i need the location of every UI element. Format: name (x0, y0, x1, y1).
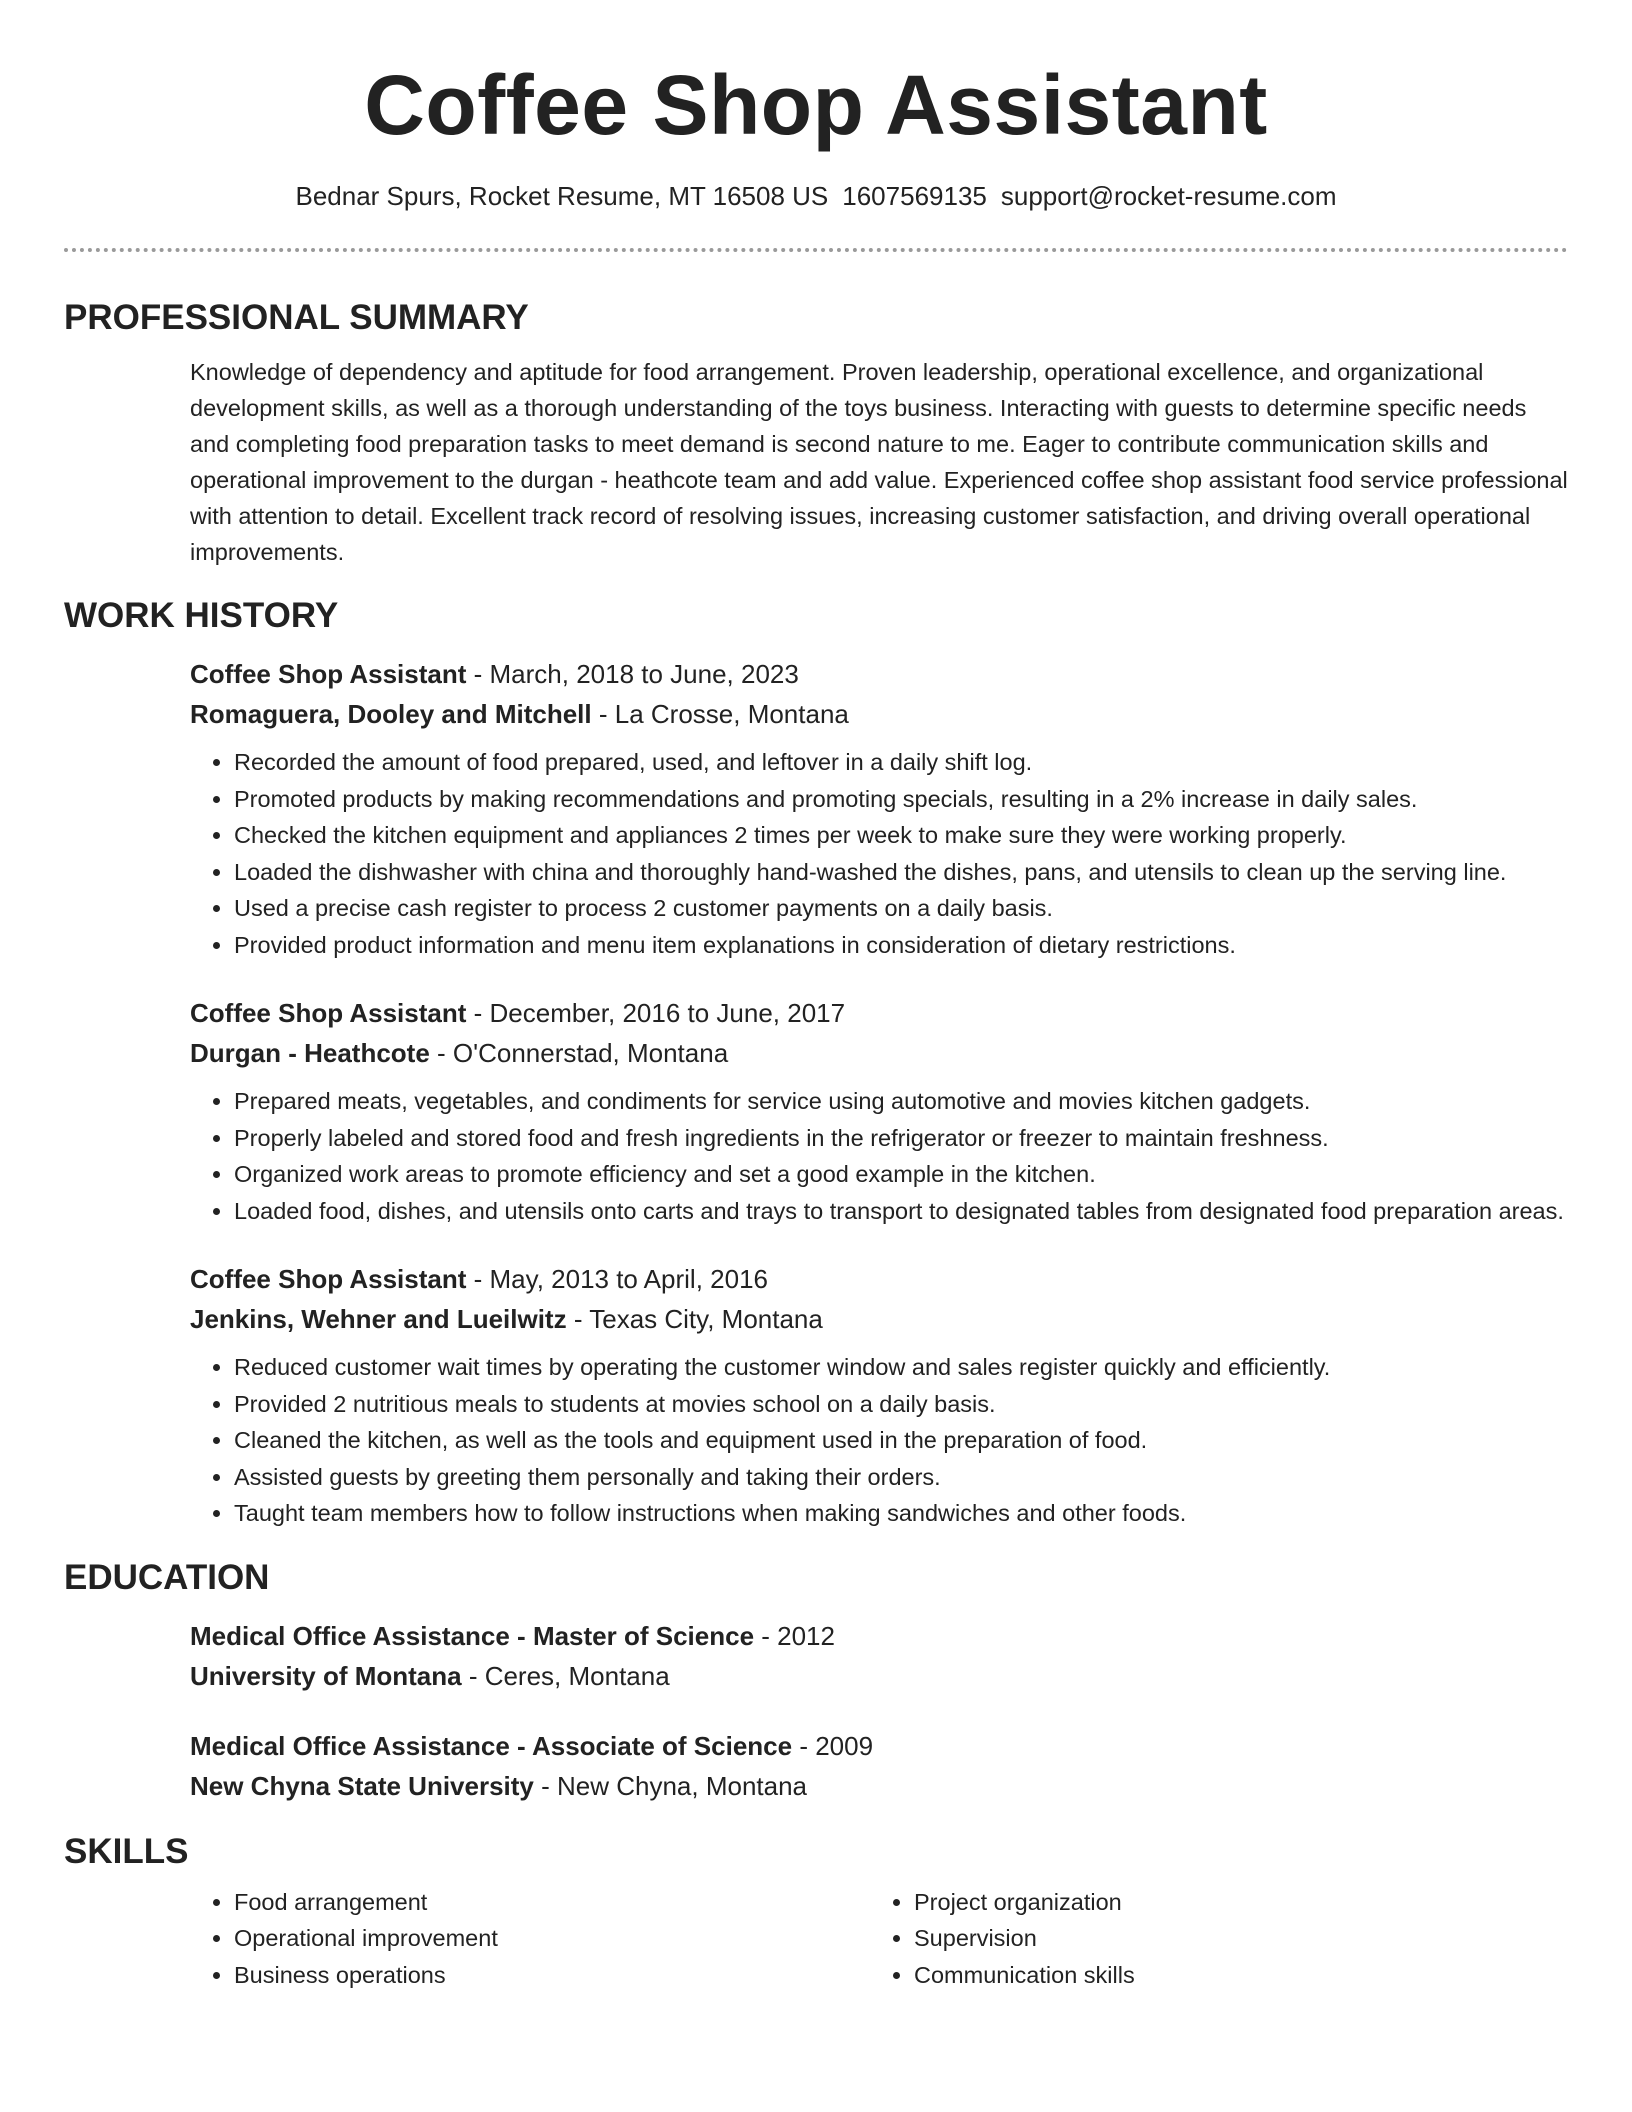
list-item: • Cleaned the kitchen, as well as the tools and equipment used in the preparation of food. (234, 1422, 1568, 1459)
skill-item: • Supervision (914, 1920, 1550, 1957)
list-item: • Assisted guests by greeting them personally and taking their orders. (234, 1459, 1568, 1496)
contact-address: Bednar Spurs, Rocket Resume, MT 16508 US (295, 181, 829, 211)
job-title: Coffee Shop Assistant (190, 1264, 467, 1294)
skill-item: • Food arrangement (234, 1884, 870, 1921)
contact-line (64, 180, 1568, 212)
job-location: - O'Connerstad, Montana (429, 1038, 729, 1068)
skill-item: • Business operations (234, 1957, 870, 1994)
list-item: • Checked the kitchen equipment and appliances 2 times per week to make sure they were working properly. (234, 817, 1568, 854)
education-entry (190, 1726, 1568, 1806)
education-school-line (190, 1766, 1568, 1806)
job-title: Coffee Shop Assistant (190, 659, 467, 689)
education-school-line (190, 1656, 1568, 1696)
resume-page (64, 0, 1568, 1993)
job-dates: - May, 2013 to April, 2016 (466, 1264, 768, 1294)
section-heading-skills: SKILLS (64, 1831, 189, 1871)
skills-column-right (870, 1884, 1550, 1994)
list-item: • Loaded food, dishes, and utensils onto carts and trays to transport to designated tables from designated food preparation areas. (234, 1193, 1568, 1230)
list-item: • Properly labeled and stored food and fresh ingredients in the refrigerator or freezer to maintain freshness. (234, 1120, 1568, 1157)
skills-list-left (190, 1884, 870, 1994)
job-dates: - December, 2016 to June, 2017 (466, 998, 846, 1028)
skill-item: • Project organization (914, 1884, 1550, 1921)
section-heading-work-history: WORK HISTORY (64, 596, 339, 635)
list-item: • Loaded the dishwasher with china and thoroughly hand-washed the dishes, pans, and utensils to clean up the serving line. (234, 854, 1568, 891)
job-bullets (190, 1349, 1568, 1532)
job-dates: - March, 2018 to June, 2023 (466, 659, 799, 689)
list-item: • Used a precise cash register to process 2 customer payments on a daily basis. (234, 890, 1568, 927)
skills-grid (190, 1884, 1568, 1994)
education-degree-line (190, 1616, 1568, 1656)
education-location: - Ceres, Montana (461, 1660, 670, 1691)
education-entry (190, 1616, 1568, 1696)
job-location: - La Crosse, Montana (591, 699, 849, 729)
job-title: Coffee Shop Assistant (190, 998, 467, 1028)
summary-body (190, 354, 1568, 570)
job-company-line (190, 1299, 1568, 1339)
job-bullets (190, 1083, 1568, 1229)
education-degree: Medical Office Assistance - Master of Science (190, 1620, 755, 1651)
section-heading-summary: PROFESSIONAL SUMMARY (64, 298, 529, 337)
education-year: - 2012 (754, 1620, 835, 1651)
list-item: • Recorded the amount of food prepared, used, and leftover in a daily shift log. (234, 744, 1568, 781)
education-year: - 2009 (792, 1730, 874, 1761)
header-divider (64, 248, 1568, 252)
job-entry (190, 654, 1568, 963)
job-company: Romaguera, Dooley and Mitchell (190, 699, 592, 729)
job-bullets (190, 744, 1568, 963)
job-location: - Texas City, Montana (566, 1304, 823, 1334)
education-degree: Medical Office Assistance - Associate of Science (190, 1730, 793, 1761)
list-item: • Organized work areas to promote efficiency and set a good example in the kitchen. (234, 1156, 1568, 1193)
job-entry (190, 1259, 1568, 1532)
education-degree-line (190, 1726, 1568, 1766)
list-item: • Prepared meats, vegetables, and condiments for service using automotive and movies kitchen gadgets. (234, 1083, 1568, 1120)
job-title-line (190, 654, 1568, 694)
list-item: • Promoted products by making recommendations and promoting specials, resulting in a 2% increase in daily sales. (234, 781, 1568, 818)
list-item: • Provided 2 nutritious meals to students at movies school on a daily basis. (234, 1386, 1568, 1423)
education-location: - New Chyna, Montana (533, 1770, 808, 1801)
job-company: Jenkins, Wehner and Lueilwitz (190, 1304, 567, 1334)
job-title-line (190, 1259, 1568, 1299)
education-school: New Chyna State University (190, 1770, 534, 1801)
skills-list-right (870, 1884, 1550, 1994)
job-company-line (190, 1033, 1568, 1073)
skills-column-left (190, 1884, 870, 1994)
job-title-line (190, 993, 1568, 1033)
contact-phone: 1607569135 (842, 181, 987, 211)
list-item: • Provided product information and menu item explanations in consideration of dietary restrictions. (234, 927, 1568, 964)
summary-text: Knowledge of dependency and aptitude for food arrangement. Proven leadership, operational excellence, and organizational development skills, as well as a thorough understanding of the toys business. Interacting with guests to determine specific needs and completing food preparation tasks to meet demand is second nature to me. Eager to contribute communication skills and operational improvement to the durgan - heathcote team and add value. Experienced coffee shop assistant food service professional with attention to detail. Excellent track record of resolving issues, increasing customer satisfaction, and driving overall operational improvements. (190, 359, 1568, 565)
job-company: Durgan - Heathcote (190, 1038, 430, 1068)
list-item: • Reduced customer wait times by operating the customer window and sales register quickly and efficiently. (234, 1349, 1568, 1386)
contact-email[interactable]: support@rocket-resume.com (1000, 181, 1337, 211)
job-company-line (190, 694, 1568, 734)
education-school: University of Montana (190, 1660, 462, 1691)
resume-title: Coffee Shop Assistant (364, 58, 1268, 152)
section-heading-education: EDUCATION (64, 1557, 270, 1597)
skill-item: • Operational improvement (234, 1920, 870, 1957)
skill-item: • Communication skills (914, 1957, 1550, 1994)
job-entry (190, 993, 1568, 1229)
list-item: • Taught team members how to follow instructions when making sandwiches and other foods. (234, 1495, 1568, 1532)
